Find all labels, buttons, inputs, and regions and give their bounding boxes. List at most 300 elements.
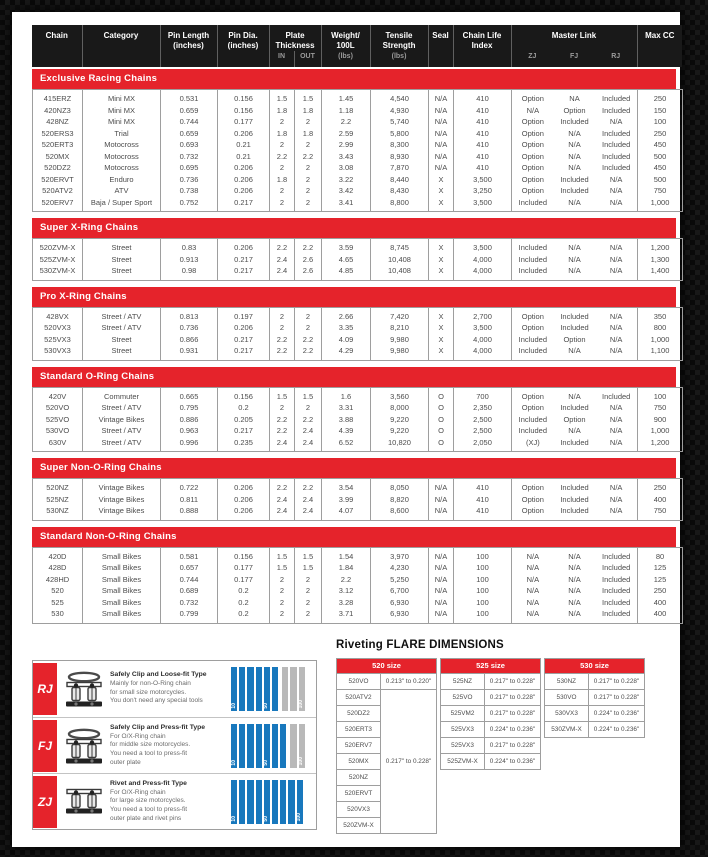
flare-table-520 [336, 658, 437, 834]
flare-row [441, 737, 541, 753]
cell-tensile: 7,870 [371, 162, 429, 174]
flare-table-530 [544, 658, 645, 738]
cell-master-link [512, 505, 638, 520]
cell-tensile: 6,930 [371, 608, 429, 623]
cell-plate-in: 1.5 [270, 90, 295, 105]
cell-max-cc: 900 [638, 414, 683, 426]
cell-plate-in: 2 [270, 197, 295, 212]
spec-row [33, 425, 683, 437]
bar-label: 100 [296, 813, 303, 822]
cell-pin-dia: 0.2 [218, 608, 270, 623]
cell-tensile: 8,210 [371, 322, 429, 334]
cell-plate-out: 1.8 [295, 128, 322, 140]
cell-max-cc: 1,100 [638, 345, 683, 360]
cell-plate-in: 2 [270, 116, 295, 128]
col-header-seal: Seal [428, 25, 453, 67]
cell-pin-length: 0.738 [161, 185, 218, 197]
cell-plate-out: 2 [295, 197, 322, 212]
bar [264, 780, 270, 824]
cell-plate-in: 2.2 [270, 239, 295, 254]
cell-tensile: 8,800 [371, 197, 429, 212]
cell-master-link [512, 437, 638, 452]
flare-value-cell: 0.224" to 0.236" [589, 721, 645, 737]
cell-pin-dia: 0.206 [218, 479, 270, 494]
cell-plate-out: 2 [295, 322, 322, 334]
cell-max-cc: 125 [638, 562, 683, 574]
cell-chain: 520ERV7 [41, 197, 74, 207]
flare-row [441, 689, 541, 705]
master-link-rj: Included [602, 563, 631, 572]
bar-label: 50 [263, 759, 270, 766]
cell-plate-out: 2 [295, 608, 322, 623]
spec-row [33, 547, 683, 562]
col-header-tensile [370, 25, 428, 51]
master-link-rj: Included [602, 551, 631, 561]
master-link-fj: N/A [568, 243, 581, 252]
cell-chain: 525 [51, 597, 64, 607]
master-link-values [512, 254, 637, 266]
bar-label: 100 [298, 700, 305, 709]
cell-plate-out: 1.5 [295, 562, 322, 574]
flare-row [441, 673, 541, 689]
master-link-zj: Option [521, 323, 544, 332]
master-link-values [512, 345, 637, 357]
cell-seal: O [429, 437, 454, 452]
cell-weight: 4.85 [322, 265, 371, 280]
cell-category: Vintage Bikes [83, 494, 161, 506]
spec-row [33, 265, 683, 280]
cell-seal: X [429, 239, 454, 254]
cell-chain-life: 100 [454, 597, 512, 609]
bar [272, 724, 278, 768]
flare-chain-cell: 520NZ [337, 769, 381, 785]
cell-tensile: 5,250 [371, 574, 429, 586]
cell-weight: 3.71 [322, 608, 371, 623]
cell-weight: 3.41 [322, 197, 371, 212]
cell-chain-life: 2,350 [454, 402, 512, 414]
spec-section [32, 69, 676, 212]
cell-plate-out: 2.6 [295, 254, 322, 266]
cell-plate-out: 2 [295, 162, 322, 174]
master-link-values [512, 265, 637, 277]
cell-chain-life: 410 [454, 128, 512, 140]
master-link-rj: N/A [609, 254, 623, 264]
cell-plate-in: 1.5 [270, 387, 295, 402]
cell-seal: N/A [429, 585, 454, 597]
cell-plate-out: 2.2 [295, 414, 322, 426]
master-link-values [512, 574, 637, 586]
cell-plate-out: 1.5 [295, 547, 322, 562]
cell-master-link [512, 562, 638, 574]
cell-max-cc: 125 [638, 574, 683, 586]
plate-line1: Plate [285, 31, 305, 40]
cell-plate-in: 2.4 [270, 505, 295, 520]
cell-tensile: 8,930 [371, 151, 429, 163]
cell-plate-out: 2 [295, 585, 322, 597]
bar-label: 10 [230, 702, 237, 709]
cell-master-link [512, 608, 638, 623]
chain-spec-table-header [32, 25, 682, 67]
cell-plate-in: 2.4 [270, 254, 295, 266]
master-link-zj: Included [518, 346, 548, 355]
cell-plate-out: 2.4 [295, 437, 322, 452]
cell-pin-length: 0.886 [161, 414, 218, 426]
legend-desc-line: For O/X-Ring chain [110, 788, 166, 796]
pin-length-line2: (inches) [173, 41, 204, 50]
cell-pin-length: 0.581 [161, 547, 218, 562]
cell-master-link [512, 128, 638, 140]
cell-master-link [512, 597, 638, 609]
bar [231, 724, 237, 768]
cell-master-link [512, 345, 638, 360]
flare-chain-cell: 530VX3 [545, 705, 589, 721]
master-link-zj: Option [521, 391, 544, 401]
cell-pin-length: 0.795 [161, 402, 218, 414]
master-link-zj: Option [521, 128, 544, 138]
cell-category: ATV [83, 185, 161, 197]
cell-master-link [512, 254, 638, 266]
cell-plate-out: 2.6 [295, 265, 322, 280]
flare-row [337, 673, 437, 689]
chain-life-bar-chart [231, 780, 316, 824]
cell-max-cc: 800 [638, 322, 683, 334]
master-link-zj: Option [521, 151, 544, 161]
cell-seal: N/A [429, 505, 454, 520]
cell-pin-dia: 0.206 [218, 505, 270, 520]
flare-chain-cell: 520ZVM-X [337, 817, 381, 833]
cell-chain: 630V [48, 437, 67, 447]
legend-desc-line: You need a tool to press-fit [110, 805, 188, 813]
flare-chain-cell: 520VX3 [337, 801, 381, 817]
flare-table-525 [440, 658, 541, 770]
cell-seal: X [429, 185, 454, 197]
master-link-fj: Option [563, 334, 586, 344]
flare-value-cell: 0.217" to 0.228" [589, 673, 645, 689]
cell-max-cc: 80 [638, 547, 683, 562]
cell-master-link [512, 322, 638, 334]
cell-max-cc: 400 [638, 597, 683, 609]
cell-plate-in: 1.8 [270, 105, 295, 117]
cell-pin-dia: 0.217 [218, 334, 270, 346]
flare-chain-cell: 525VX3 [441, 737, 485, 753]
master-link-fj: Included [560, 483, 589, 492]
master-link-fj: N/A [568, 140, 581, 149]
flare-chain-cell: 520MX [337, 753, 381, 769]
cell-seal: X [429, 254, 454, 266]
cell-seal: N/A [429, 139, 454, 151]
cell-chain: 520ATV2 [42, 186, 73, 195]
spec-row [33, 116, 683, 128]
cell-chain: 428VX [46, 311, 69, 321]
cell-master-link [512, 307, 638, 322]
master-link-rj: N/A [609, 117, 623, 126]
cell-category: Small Bikes [83, 597, 161, 609]
cell-plate-in: 2 [270, 162, 295, 174]
legend-desc-line: for large size motorcycles. [110, 797, 186, 805]
cell-pin-dia: 0.217 [218, 197, 270, 212]
cell-chain: 428NZ [46, 117, 69, 126]
col-header-weight [321, 25, 370, 51]
cell-max-cc: 1,300 [638, 254, 683, 266]
flare-chain-cell: 520ATV2 [337, 689, 381, 705]
flare-chain-cell: 530ZVM-X [545, 721, 589, 737]
cell-seal: O [429, 425, 454, 437]
cell-plate-in: 2 [270, 597, 295, 609]
master-link-rj: N/A [609, 174, 623, 184]
cell-plate-in: 2 [270, 322, 295, 334]
master-link-values [512, 391, 637, 403]
cell-pin-length: 0.659 [161, 105, 218, 117]
cell-weight: 4.29 [322, 345, 371, 360]
cell-plate-out: 2.4 [295, 505, 322, 520]
master-link-values [512, 482, 637, 494]
master-link-rj: N/A [609, 483, 623, 492]
bar [247, 724, 253, 768]
master-link-rj: Included [602, 151, 631, 161]
master-link-rj: Included [602, 586, 631, 595]
spec-row [33, 128, 683, 140]
cell-master-link [512, 387, 638, 402]
cell-pin-length: 0.811 [161, 494, 218, 506]
cell-chain-life: 4,000 [454, 345, 512, 360]
cell-plate-out: 2 [295, 402, 322, 414]
cell-pin-dia: 0.21 [218, 139, 270, 151]
cell-pin-dia: 0.156 [218, 90, 270, 105]
cell-weight: 1.18 [322, 105, 371, 117]
master-link-zj: Included [518, 254, 548, 264]
cell-chain: 525VX3 [44, 334, 71, 344]
cell-pin-length: 0.736 [161, 174, 218, 186]
bar [231, 667, 237, 711]
catalog-page [12, 12, 680, 847]
cell-chain: 520DZ2 [44, 163, 71, 172]
life-line2: Index [471, 41, 493, 50]
cell-chain: 520ZVM-X [39, 243, 76, 252]
cell-chain: 520NZ [46, 483, 69, 492]
master-link-values [512, 585, 637, 597]
flare-header-row [337, 658, 437, 673]
flare-size-header: 520 size [337, 658, 437, 673]
cell-pin-length: 0.866 [161, 334, 218, 346]
master-link-code-badge: RJ [33, 663, 57, 715]
master-link-rj: Included [602, 574, 631, 584]
master-link-rj: N/A [609, 186, 623, 195]
cell-max-cc: 150 [638, 105, 683, 117]
bar [247, 780, 253, 824]
master-link-values [512, 608, 637, 620]
master-link-zj: Included [518, 266, 548, 275]
life-line1: Chain Life [462, 31, 502, 40]
spec-section [32, 458, 676, 521]
flare-row [545, 705, 645, 721]
spec-section [32, 287, 676, 361]
bar [299, 667, 305, 711]
cell-pin-length: 0.722 [161, 479, 218, 494]
spec-row [33, 585, 683, 597]
cell-plate-in: 2.4 [270, 494, 295, 506]
master-link-fj: N/A [568, 609, 581, 618]
flare-value-cell: 0.217" to 0.228" [485, 689, 541, 705]
cell-seal: O [429, 414, 454, 426]
master-link-zj: Included [518, 334, 548, 344]
bar [239, 667, 245, 711]
cell-chain-life: 3,500 [454, 239, 512, 254]
cell-seal: N/A [429, 116, 454, 128]
master-link-zj: N/A [526, 551, 540, 561]
master-link-values [512, 414, 637, 426]
cell-plate-out: 2 [295, 574, 322, 586]
cell-plate-out: 2 [295, 597, 322, 609]
subheader-in: IN [269, 51, 294, 67]
spec-row [33, 574, 683, 586]
legend-row-fj [33, 717, 316, 773]
master-link-zj: N/A [526, 105, 540, 115]
bar [256, 667, 262, 711]
section-title-bar: Exclusive Racing Chains [32, 69, 676, 89]
flare-row [441, 705, 541, 721]
cell-weight: 3.28 [322, 597, 371, 609]
bar [231, 780, 237, 824]
cell-weight: 6.52 [322, 437, 371, 452]
bar [280, 780, 286, 824]
bar [247, 667, 253, 711]
master-link-values [512, 242, 637, 254]
col-header-plate-thickness [269, 25, 321, 51]
cell-chain-life: 100 [454, 562, 512, 574]
spec-row [33, 174, 683, 186]
col-header-chain-life [453, 25, 511, 67]
cell-pin-dia: 0.206 [218, 239, 270, 254]
cell-pin-dia: 0.205 [218, 414, 270, 426]
cell-master-link [512, 425, 638, 437]
cell-chain-life: 700 [454, 387, 512, 402]
spec-row [33, 139, 683, 151]
cell-weight: 4.39 [322, 425, 371, 437]
flare-title: Riveting FLARE DIMENSIONS [336, 638, 504, 651]
subheader-master-link [511, 51, 637, 67]
master-link-zj: Option [521, 403, 544, 412]
cell-pin-dia: 0.21 [218, 151, 270, 163]
cell-tensile: 6,700 [371, 585, 429, 597]
cell-category: Mini MX [83, 116, 161, 128]
spec-row [33, 387, 683, 402]
bar [239, 780, 245, 824]
chain-life-bar-chart [231, 724, 316, 768]
master-link-zj: Option [521, 186, 544, 195]
cell-pin-length: 0.732 [161, 151, 218, 163]
cell-tensile: 4,540 [371, 90, 429, 105]
master-link-zj: Included [518, 414, 548, 424]
cell-plate-in: 2.2 [270, 345, 295, 360]
cell-pin-length: 0.799 [161, 608, 218, 623]
flare-chain-cell: 520ERV7 [337, 737, 381, 753]
legend-desc-line: You don't need any special tools [110, 697, 203, 705]
cell-pin-length: 0.83 [161, 239, 218, 254]
master-link-zj: Option [521, 483, 544, 492]
bar [272, 667, 278, 711]
cell-pin-dia: 0.217 [218, 425, 270, 437]
cell-chain-life: 410 [454, 105, 512, 117]
cell-plate-in: 2.2 [270, 414, 295, 426]
cell-seal: N/A [429, 597, 454, 609]
cell-category: Mini MX [83, 90, 161, 105]
cell-seal: X [429, 307, 454, 322]
spec-row [33, 479, 683, 494]
cell-chain-life: 4,000 [454, 334, 512, 346]
flare-chain-cell: 530NZ [545, 673, 589, 689]
legend-desc-line: outer plate and rivet pins [110, 814, 182, 822]
cell-chain: 525ZVM-X [39, 254, 76, 264]
master-link-values [512, 551, 637, 563]
cell-plate-in: 2 [270, 402, 295, 414]
legend-row-zj [33, 773, 316, 829]
master-link-zj: Option [521, 117, 544, 126]
master-link-fj: N/A [568, 563, 581, 572]
flare-value-cell: 0.213" to 0.220" [381, 673, 437, 689]
master-link-fj: N/A [568, 197, 581, 207]
cell-category: Motocross [83, 162, 161, 174]
cell-plate-in: 2.2 [270, 334, 295, 346]
cell-plate-out: 2 [295, 174, 322, 186]
cell-master-link [512, 239, 638, 254]
cell-tensile: 9,980 [371, 345, 429, 360]
flare-value-cell: 0.224" to 0.236" [485, 721, 541, 737]
plate-line2: Thickness [275, 41, 315, 50]
cell-category: Street [83, 239, 161, 254]
cell-plate-in: 2.2 [270, 151, 295, 163]
cell-weight: 3.22 [322, 174, 371, 186]
cell-max-cc: 1,400 [638, 265, 683, 280]
master-link-rj: N/A [609, 346, 623, 355]
master-link-fj: Included [560, 506, 589, 515]
clip-link-icon [57, 728, 110, 764]
flare-chain-cell: 525VO [441, 689, 485, 705]
flare-value-cell: 0.217" to 0.228" [381, 689, 437, 833]
cell-weight: 3.08 [322, 162, 371, 174]
master-link-rj: N/A [609, 426, 623, 435]
pin-dia-line2: (inches) [227, 41, 259, 50]
cell-master-link [512, 139, 638, 151]
cell-max-cc: 250 [638, 585, 683, 597]
cell-chain-life: 3,500 [454, 174, 512, 186]
flare-chain-cell: 530VO [545, 689, 589, 705]
cell-seal: N/A [429, 608, 454, 623]
cell-weight: 4.07 [322, 505, 371, 520]
legend-desc-line: You need a tool to press-fit [110, 749, 188, 757]
cell-chain: 415ERZ [43, 94, 72, 103]
flare-chain-cell: 520DZ2 [337, 705, 381, 721]
legend-desc-line: For O/X-Ring chain [110, 732, 166, 740]
master-link-zj: Option [521, 311, 544, 321]
cell-tensile: 4,930 [371, 105, 429, 117]
bar [280, 724, 286, 768]
cell-max-cc: 500 [638, 174, 683, 186]
clip-link-icon [57, 671, 110, 707]
cell-category: Trial [83, 128, 161, 140]
cell-pin-dia: 0.177 [218, 116, 270, 128]
cell-tensile: 8,600 [371, 505, 429, 520]
master-link-values [512, 151, 637, 163]
cell-pin-length: 0.98 [161, 265, 218, 280]
flare-row [441, 753, 541, 769]
cell-plate-in: 2 [270, 585, 295, 597]
flare-chain-cell: 525VM2 [441, 705, 485, 721]
master-link-code-badge: ZJ [33, 776, 57, 828]
cell-seal: N/A [429, 547, 454, 562]
master-link-rj: Included [602, 597, 631, 607]
cell-category: Vintage Bikes [83, 505, 161, 520]
master-link-fj: Included [560, 494, 589, 504]
